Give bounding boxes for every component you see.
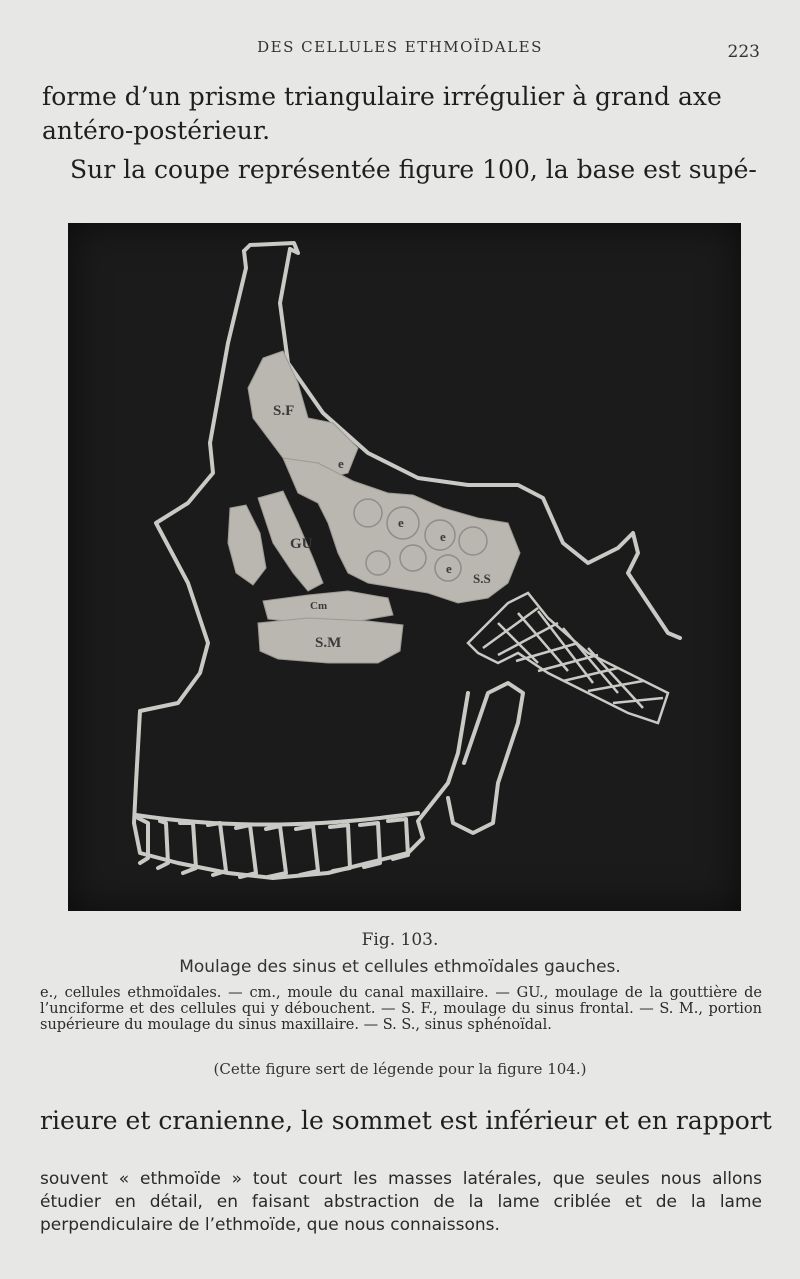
body-line-2: antéro-postérieur. bbox=[42, 116, 271, 145]
figure-caption: Fig. 103. bbox=[361, 930, 439, 950]
body-line-3: Sur la coupe représentée figure 100, la base est supé- bbox=[70, 155, 757, 184]
label-e-3: e bbox=[440, 529, 446, 544]
label-sm: S.M bbox=[315, 635, 342, 651]
label-e-2: e bbox=[398, 515, 404, 530]
figure-legend: e., cellules ethmoïdales. — cm., moule du canal maxillaire. — GU., moulage de la gouttière de l’unciforme et des cellules qui y débouchent. — S. F., moulage du sinus frontal. — S. M., portion supérieure du moulage du sinus maxillaire. — S. S., sinus sphénoïdal. bbox=[40, 985, 762, 1033]
figure-title: Moulage des sinus et cellules ethmoïdales gauches. bbox=[179, 957, 621, 977]
body-line-1: forme d’un prisme triangulaire irrégulier à grand axe bbox=[42, 82, 722, 111]
label-e-1: e bbox=[338, 456, 344, 471]
cm-cast bbox=[263, 591, 393, 623]
running-head: DES CELLULES ETHMOÏDALES bbox=[257, 38, 543, 56]
label-gu: GU bbox=[290, 536, 313, 552]
label-cm: Cm bbox=[310, 600, 328, 612]
figure-plate bbox=[68, 223, 741, 911]
body-continuation-line: rieure et cranienne, le sommet est inférieur et en rapport bbox=[40, 1106, 772, 1135]
label-ss: S.S bbox=[473, 571, 491, 586]
figure-note: (Cette figure sert de légende pour la figure 104.) bbox=[213, 1060, 587, 1078]
gu-side-cast bbox=[228, 505, 266, 585]
label-sf: S.F bbox=[273, 403, 295, 419]
label-e-4: e bbox=[446, 561, 452, 576]
skull-section-drawing bbox=[68, 223, 741, 911]
palate-process bbox=[448, 683, 523, 833]
body-paragraph: souvent « ethmoïde » tout court les masses latérales, que seules nous allons étudier en détail, en faisant abstraction de la lame criblée et de la lame perpendiculaire de l’ethmoïde, que nous connaissons. bbox=[40, 1169, 762, 1235]
teeth-row bbox=[138, 818, 408, 877]
page-number: 223 bbox=[727, 42, 760, 62]
